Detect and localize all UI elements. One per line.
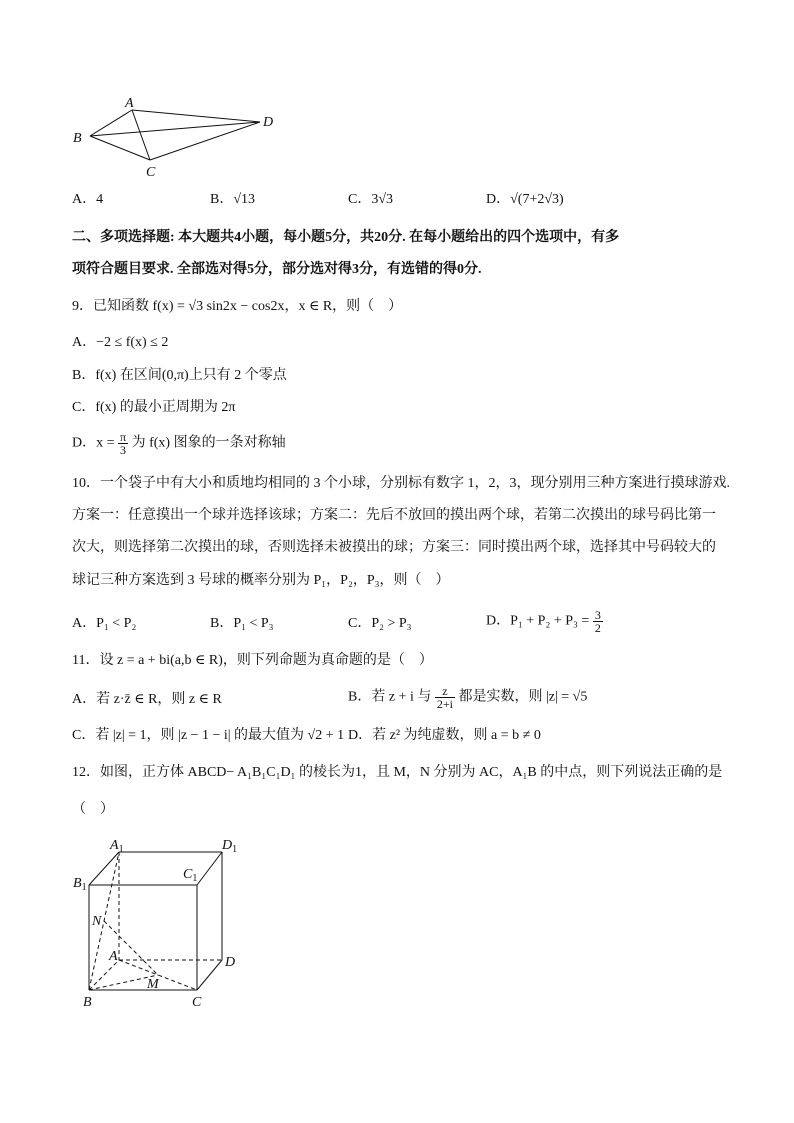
cube-figure	[70, 832, 260, 1012]
q9-d-suffix: 为 f(x) 图象的一条对称轴	[131, 435, 286, 451]
q9-d-den: 3	[120, 443, 127, 457]
q11-option-b	[348, 685, 587, 710]
q10-d-num: 3	[594, 608, 601, 622]
q8-option-d: D．√(7+2√3)	[486, 192, 564, 207]
q9-option-b: B．f(x) 在区间(0,π)上只有 2 个零点	[72, 368, 287, 383]
label-C: C	[192, 995, 202, 1010]
q11-b-num: z	[435, 685, 455, 698]
q10-d-den: 2	[594, 621, 601, 635]
q9-option-a: A．−2 ≤ f(x) ≤ 2	[72, 335, 169, 350]
q11-option-c: C．若 |z| = 1，则 |z − 1 − i| 的最大值为 √2 + 1	[72, 728, 345, 743]
label-N: N	[92, 914, 102, 929]
q10-option-d	[486, 609, 603, 634]
q10-d-fraction	[593, 609, 603, 634]
q10-d-prefix: D．P₁ + P₂ + P₃ =	[486, 613, 590, 629]
q10-option-a: A．P₁ < P₂	[72, 616, 137, 631]
label-A1: $A_1$	[110, 838, 124, 855]
q11-stem: 11．设 z = a + bi(a,b ∈ R)，则下列命题为真命题的是（ ）	[72, 653, 433, 668]
q9-d-prefix: D．x =	[72, 435, 115, 451]
q9-d-fraction	[118, 431, 128, 456]
label-B1: $B_1$	[73, 876, 87, 893]
label-A: A	[109, 949, 118, 964]
label-B: B	[73, 131, 82, 146]
quadrilateral-figure	[70, 92, 290, 182]
section2-line1: 二、多项选择题: 本大题共4小题，每小题5分，共20分. 在每小题给出的四个选项中，有多	[72, 230, 620, 245]
q8-option-b: B．√13	[210, 192, 256, 207]
label-D1: $D_1$	[222, 838, 238, 855]
q12-line2: （ ）	[72, 802, 114, 817]
q9-stem: 9．已知函数 f(x) = √3 sin2x − cos2x，x ∈ R，则（ ）	[72, 299, 403, 314]
q8-option-c: C．3√3	[348, 192, 394, 207]
q10-option-b: B．P₁ < P₃	[210, 616, 274, 631]
label-B: B	[83, 995, 92, 1010]
q11-option-d: D．若 z² 为纯虚数，则 a = b ≠ 0	[348, 728, 541, 743]
q10-line3: 次大，则选择第二次摸出的球，否则选择未被摸出的球；方案三：同时摸出两个球，选择其中号码较大的	[72, 540, 716, 555]
label-M: M	[147, 977, 159, 992]
q8-option-a: A．4	[72, 192, 104, 207]
q9-option-c: C．f(x) 的最小正周期为 2π	[72, 400, 236, 415]
label-D: D	[263, 115, 274, 130]
label-C: C	[146, 165, 156, 180]
q9-d-num: π	[120, 430, 127, 444]
q10-option-c: C．P₂ > P₃	[348, 616, 412, 631]
q10-line2: 方案一：任意摸出一个球并选择该球；方案二：先后不放回的摸出两个球，若第二次摸出的球号码比第一	[72, 508, 716, 523]
q11-b-den: 2+i	[436, 697, 453, 711]
q10-line4: 球记三种方案选到 3 号球的概率分别为 P₁，P₂，P₃，则（ ）	[72, 573, 450, 588]
q11-b-fraction	[435, 685, 455, 710]
section2-line2: 项符合题目要求. 全部选对得5分，部分选对得3分，有选错的得0分.	[72, 262, 482, 277]
label-C1: $C_1$	[183, 867, 198, 884]
q10-line1: 10．一个袋子中有大小和质地均相同的 3 个小球，分别标有数字 1，2，3，现分别用三种方案进行摸球游戏.	[72, 476, 730, 491]
q11-b-suffix: 都是实数，则 |z| = √5	[458, 689, 588, 705]
q9-option-d	[72, 431, 286, 456]
label-A: A	[125, 96, 134, 111]
q12-line1: 12．如图，正方体 ABCD− A₁B₁C₁D₁ 的棱长为1，且 M，N 分别为 AC，A₁B 的中点，则下列说法正确的是	[72, 765, 723, 780]
q11-b-prefix: B．若 z + i 与	[348, 689, 432, 705]
q11-option-a: A．若 z·z̄ ∈ R，则 z ∈ R	[72, 692, 222, 707]
label-D: D	[225, 955, 236, 970]
